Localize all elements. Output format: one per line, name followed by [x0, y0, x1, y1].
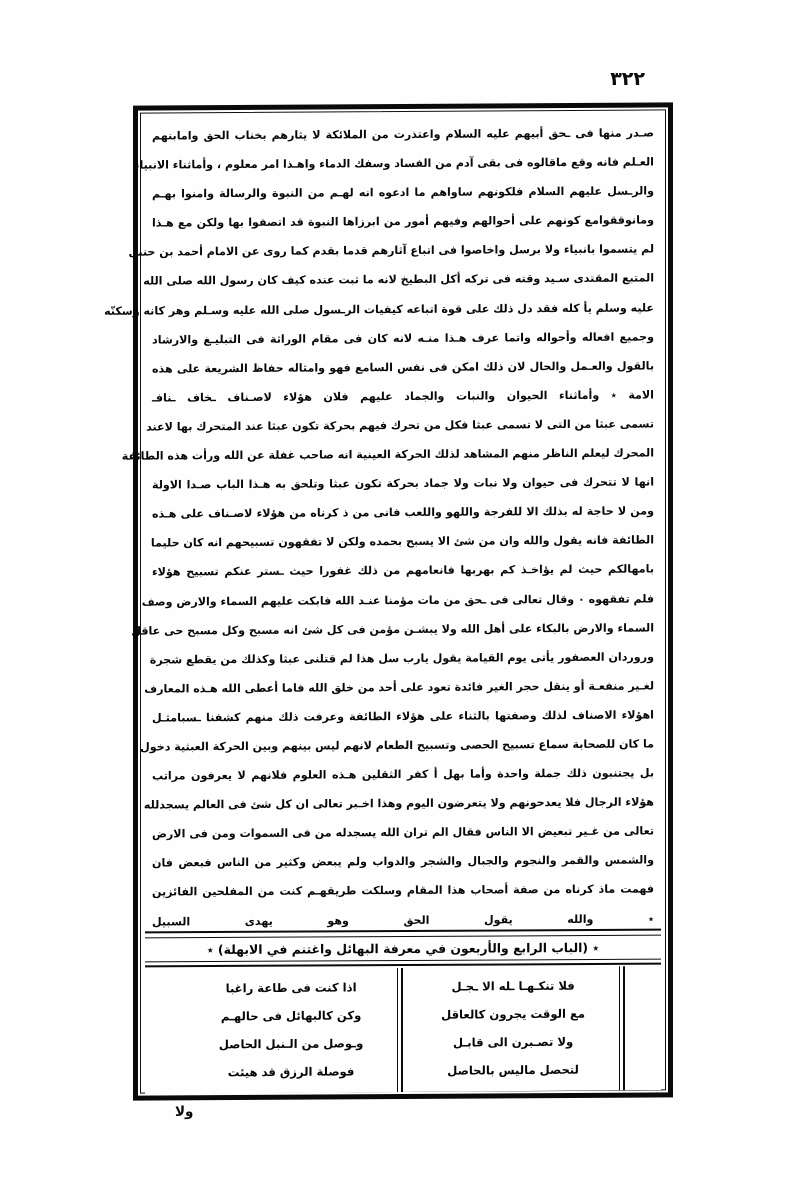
chapter-heading-text: ٭ (الباب الرابع والأربعون في معرفة البهائل واغتنم في الابهلة) ٭ — [206, 939, 600, 957]
prose-line: عليه وسلم يأ كله فقد دل ذلك على قوة اتباعه كيفيات الرـسول صلى الله عليه وسـلم وهر كانه وسكنّه — [104, 301, 654, 318]
prose-line: اهؤلاء الاصناف لذلك وصفتها بالثناء على هؤلاء الطائفة وعرفت ذلك منهم كشفنا ـسبامثـل — [152, 708, 654, 725]
prose-line: المتبع المقتدى سـيد وقته فى تركه أكل البطيخ لانه ما ثبت عنده كيف كان رسول الله صلى الله — [143, 271, 654, 289]
poem-line: فوصلة الرزق قد هيئت — [227, 1064, 355, 1080]
prose-line: العـلم فانه وقع ماقالوه فى بقى آدم من الفساد وسفك الدماء واهـذا امر معلوم ، وأماثناء الانبياء — [133, 155, 654, 172]
prose-line: ما كان للصحابة سماع تسبيح الحصى وتسبيح الطعام لانهم ليس بينهم وبين الحركة العبثية دخول — [140, 737, 654, 754]
prose-line: بالقول والعـمل والحال لان ذلك امكن فى نفس السامع فهو وامثاله حفاظ الشريعة على هذه — [152, 359, 654, 376]
poem-margin-left — [625, 966, 661, 1090]
prose-line: فلم تفقهوه ٠ وقال تعالى فى ـحق من مات مؤمنا عنـد الله فابكت عليهم السماء والارض وصف — [141, 591, 654, 609]
chapter-heading-box — [145, 929, 661, 968]
poem-line: مع الوقت يجرون كالعاقل — [441, 1006, 586, 1022]
poem-column-left — [403, 966, 625, 1092]
poem-line: اذا كنت فى طاعة راغبا — [225, 980, 357, 996]
prose-line: الطائفة فانه يقول والله وان من شئ الا يسبح بحمده ولكن لا تفقهون تسبيحهم انه كان حليما — [150, 533, 654, 550]
folio-number: ٣٢٢ — [610, 68, 645, 90]
poem-line: لتحصل ماليس بالحاصل — [447, 1062, 579, 1078]
catchword: ولا — [175, 1104, 194, 1120]
prose-line: صـدر منها فى ـحق أبيهم عليه السلام واعتذرت من الملائكة لا يثارهم بخناب الحق وامابنهم — [152, 126, 654, 143]
prose-line: السماء والارض بالبكاء على أهل الله ولا يبشـن مؤمن فى كل شئ انه مسبح وكل مسبح حى عاقل — [131, 621, 654, 638]
prose-line: لم يتسموا بانبياء ولا برسل واخاصوا فى اتباع آثارهم قدما بقدم كما روى عن الامام أحمد بن حنبل — [128, 242, 654, 260]
poem-line: ولا تصـبرن الى قابـل — [453, 1034, 574, 1050]
prose-line: والشمس والقمر والنجوم والجبال والشجر والدواب ولم يبعض وكثير من الناس فبعض فان — [152, 853, 654, 870]
prose-line: ومن لا حاجة له بذلك الا للفرجة واللهو واللعب فانى من ذ كرناه من هؤلاء لاصـناف على هـذه — [152, 504, 654, 521]
poem-line: وكن كالبهائل فى حالهـم — [220, 1008, 362, 1024]
prose-line: الامة ٭ وأماثناء الحيوان والنبات والجماد عليهم فلان هؤلاء لاصـناف ـخاف ـنافـ — [152, 388, 654, 405]
prose-line: بامهالكم حيث لم يؤاخـذ كم بهربها فانعامهم من ذلك غفورا حيث ـستر عنكم تسبيح هؤلاء — [152, 562, 654, 579]
prose-line: وروردان العصفور يأتى يوم القيامة يقول يارب سل هذا لم قتلنى عبثا وكذلك من يقطع شجرة — [149, 650, 654, 667]
poem-line: وـوصل من الـنبل الحاصل — [218, 1036, 364, 1052]
prose-line: المحرك ليعلم الناظر منهم المشاهد لذلك الحركة العينية انه صاحب غفلة عن الله ورأت هذه الطائفة — [121, 446, 654, 463]
prose-line: بل يجتنبون ذلك جملة واحدة وأما بهل أ كفر الثقلين هـذه العلوم فلانهم لا يعرفون مراتب — [152, 766, 654, 783]
prose-line: هؤلاء الرجال فلا يعدحونهم ولا يتعرضون اليوم وهذا اخـبر تعالى ان كل شئ فى العالم يسجدلله — [143, 795, 654, 812]
prose-line: تعالى من غـير تبعيض الا الناس فقال الم تران الله يسجدله من فى السموات ومن فى الارض — [152, 824, 654, 841]
poem-column-right — [181, 968, 403, 1094]
prose-line: والرـسل عليهم السلام فلكونهم ساواهم ما ادعوه انه لهـم من النبوة والرسالة وامنوا بهـم — [152, 184, 654, 201]
prose-line: لغـير منفعـة أو ينقل حجر الغير فائدة تعود على أحد من خلق الله فاما أعطى الله هـذه المعارف — [144, 679, 654, 696]
prose-line: انها لا تتحرك فى حيوان ولا نبات ولا جماد بحركة تكون عبثا وتلحق به هـذا الباب صـدا الاولة — [152, 475, 654, 492]
prose-line: وجميع افعاله وأحواله واتما عرف هـذا منـه لانه كان فى مقام الوراثة فى التبليـغ والارشاد — [152, 330, 654, 347]
poem-margin-right — [145, 970, 181, 1094]
prose-line: ومانوققوامع كونهم على أحوالهم وفيهم أمور من ابرزاها النبوة قد اتصفوا بها ولكن مع هـذا — [152, 213, 654, 230]
prose-text-block — [104, 114, 661, 929]
poem-line: فلا تنكـهـا ـله الا ـجـل — [451, 978, 575, 994]
prose-line: فهمت ماذ كرناه من صفة أصحاب هذا المقام وسلكت طريقهـم كنت من المفلحين الفائزين — [152, 882, 654, 899]
prose-line: تسمى عبثا من التى لا تسمى عبثا فكل من تحرك فيهم بحركة تكون عبثا عند المتحرك بها لاعند — [146, 417, 654, 434]
poetry-table — [145, 966, 661, 1094]
prose-line: ٭ والله يقول الحق وهو يهدى السبيل — [152, 911, 654, 929]
